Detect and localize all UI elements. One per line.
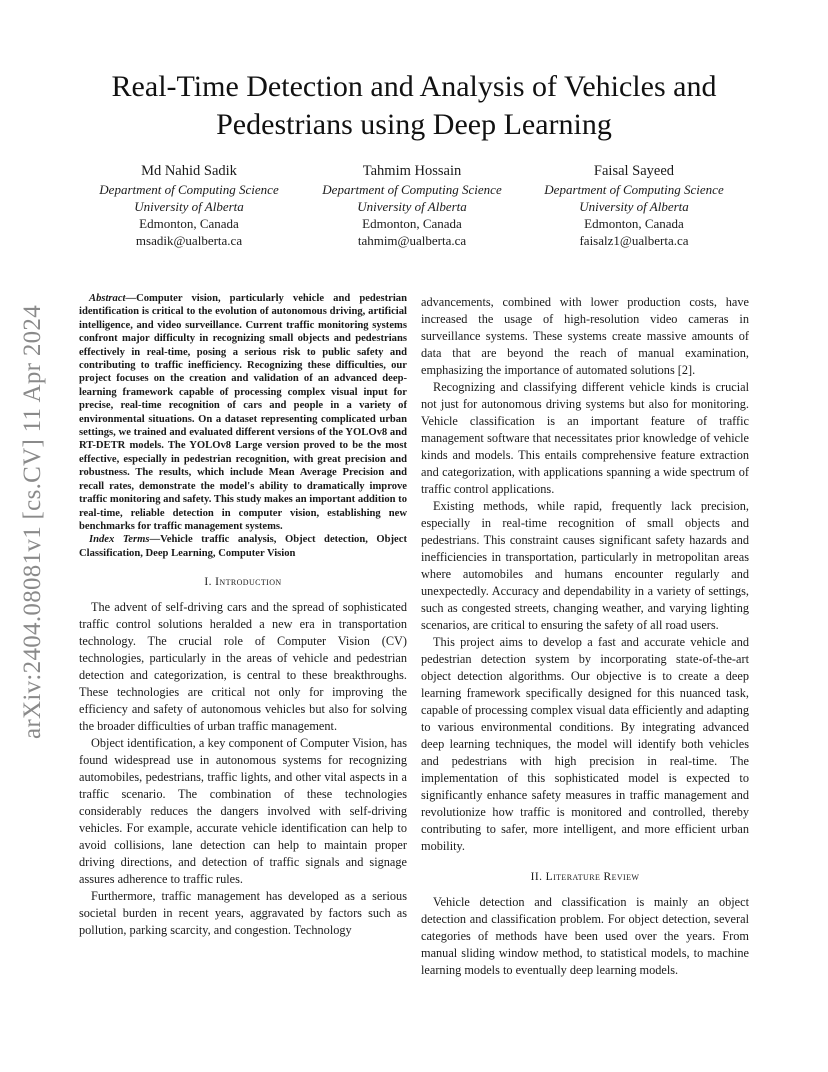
- author-name: Tahmim Hossain: [362, 163, 462, 179]
- author-email: tahmim@ualberta.ca: [357, 233, 467, 248]
- author-1: [74, 162, 304, 249]
- paragraph: Object identification, a key component of Computer Vision, has found widespread use in autonomous systems for recognizing automobiles, pedestrians, traffic lights, and other vital aspects in a traffic scenario. The combination of these technologies considerably reduces the dangers involved with self-driving vehicles. For example, accurate vehicle identification can help to avoid collisions, lane detection can help to maintain proper driving directions, and detection of traffic signals and signage assures adherence to traffic rules.: [79, 736, 407, 887]
- author-email: faisalz1@ualberta.ca: [579, 233, 689, 248]
- left-column: [79, 292, 407, 939]
- section-heading-introduction: I. Introduction: [204, 576, 282, 589]
- paragraph: This project aims to develop a fast and accurate vehicle and pedestrian detection system by incorporating state-of-the-art object detection algorithms. Our objective is to create a deep learning framework specifically designed for this nuanced task, capable of processing complex visual data efficiently and adapting to various environmental conditions. By integrating advanced deep learning techniques, the model will identify both vehicles and pedestrians with high precision in real-time. The implementation of this sophisticated model is expected to significantly enhance safety measures in traffic management and revolutionize how traffic is monitored and controlled, thereby contributing to safer, more intelligent, and more efficient urban mobility.: [421, 635, 749, 853]
- author-department: Department of Computing Science: [544, 182, 724, 197]
- author-3: [519, 162, 749, 249]
- section-heading-literature-review: II. Literature Review: [530, 871, 640, 883]
- index-terms-label: Index Terms: [89, 534, 150, 546]
- author-name: Md Nahid Sadik: [141, 163, 237, 179]
- paper-title: Real-Time Detection and Analysis of Vehicles and Pedestrians using Deep Learning: [111, 70, 717, 141]
- paragraph: Vehicle detection and classification is mainly an object detection and classification problem. For object detection, several categories of methods have been used over the years. From manual sliding window method, to statistical models, to machine learning models to eventually deep learning models.: [421, 895, 749, 977]
- author-department: Department of Computing Science: [322, 182, 502, 197]
- author-department: Department of Computing Science: [99, 182, 279, 197]
- abstract-label: Abstract: [89, 293, 126, 304]
- arxiv-stamp: [20, 284, 46, 760]
- arxiv-id: arXiv:2404.08081v1 [cs.CV] 11 Apr 2024: [19, 304, 47, 740]
- index-terms-text: —Vehicle traffic analysis, Object detection, Object Classification, Deep Learning, Computer Vision: [79, 534, 407, 559]
- paragraph: Furthermore, traffic management has developed as a serious societal burden in recent years, aggravated by factors such as pollution, parking scarcity, and congestion. Technology: [79, 889, 407, 938]
- abstract: [79, 292, 407, 533]
- right-column: [421, 294, 749, 979]
- author-location: Edmonton, Canada: [362, 216, 462, 231]
- abstract-text: —Computer vision, particularly vehicle and pedestrian identification is critical to the evolution of autonomous driving, artificial intelligence, and video surveillance. Current traffic monitoring systems confront major difficulty in recognizing small objects and pedestrians effectively in real-time, posing a serious risk to public safety and contributing to traffic inefficiency. Recognizing these difficulties, our project focuses on the creation and validation of an advanced deep-learning framework capable of processing complex visual input for precise, real-time recognition of cars and people in a variety of environmental situations. On a dataset representing complicated urban settings, we trained and evaluated different versions of the YOLOv8 and RT-DETR models. The YOLOv8 Large version proved to be the most effective, especially in pedestrian recognition, with great precision and robustness. The results, which include Mean Average Precision and recall rates, demonstrate the model's ability to dramatically improve traffic monitoring and safety. This study makes an important addition to real-time, reliable detection in computer vision, establishing new benchmarks for traffic management systems.: [79, 293, 407, 532]
- paragraph: Existing methods, while rapid, frequently lack precision, especially in real-time recognition of small objects and pedestrians. This constraint causes significant safety hazards and inefficiencies in transportation, particularly in metropolitan areas where automobiles and humans encounter regularly and unexpectedly. Accuracy and dependability in a variety of settings, such as congested streets, changing weather, and varying lighting scenarios, are critical to ensuring the safety of all road users.: [421, 499, 749, 632]
- index-terms: [79, 533, 407, 560]
- paragraph: advancements, combined with lower production costs, have increased the usage of high-resolution video cameras in surveillance systems. These systems create massive amounts of data that are beyond the reach of manual examination, emphasizing the importance of automated solutions [2].: [421, 295, 749, 377]
- author-2: [297, 162, 527, 249]
- author-university: University of Alberta: [134, 199, 244, 214]
- author-university: University of Alberta: [357, 199, 467, 214]
- paragraph: Recognizing and classifying different vehicle kinds is crucial not just for autonomous driving systems but also for monitoring. Vehicle classification is an important feature of traffic management software that necessitates prior knowledge of vehicle kinds and models. This entails comprehensive feature extraction and categorization, with applications spanning a wide spectrum of traffic control applications.: [421, 380, 749, 496]
- author-university: University of Alberta: [579, 199, 689, 214]
- author-location: Edmonton, Canada: [139, 216, 239, 231]
- author-name: Faisal Sayeed: [593, 163, 675, 179]
- author-location: Edmonton, Canada: [584, 216, 684, 231]
- author-email: msadik@ualberta.ca: [135, 233, 243, 248]
- paragraph: The advent of self-driving cars and the spread of sophisticated traffic control solutions heralded a new era in transportation technology. The crucial role of Computer Vision (CV) technologies, particularly in the areas of vehicle and pedestrian detection and categorization, is central to these breakthroughs. These technologies are critical not only for improving the efficiency and safety of autonomous vehicles but also for solving the broader difficulties of urban traffic management.: [79, 600, 407, 734]
